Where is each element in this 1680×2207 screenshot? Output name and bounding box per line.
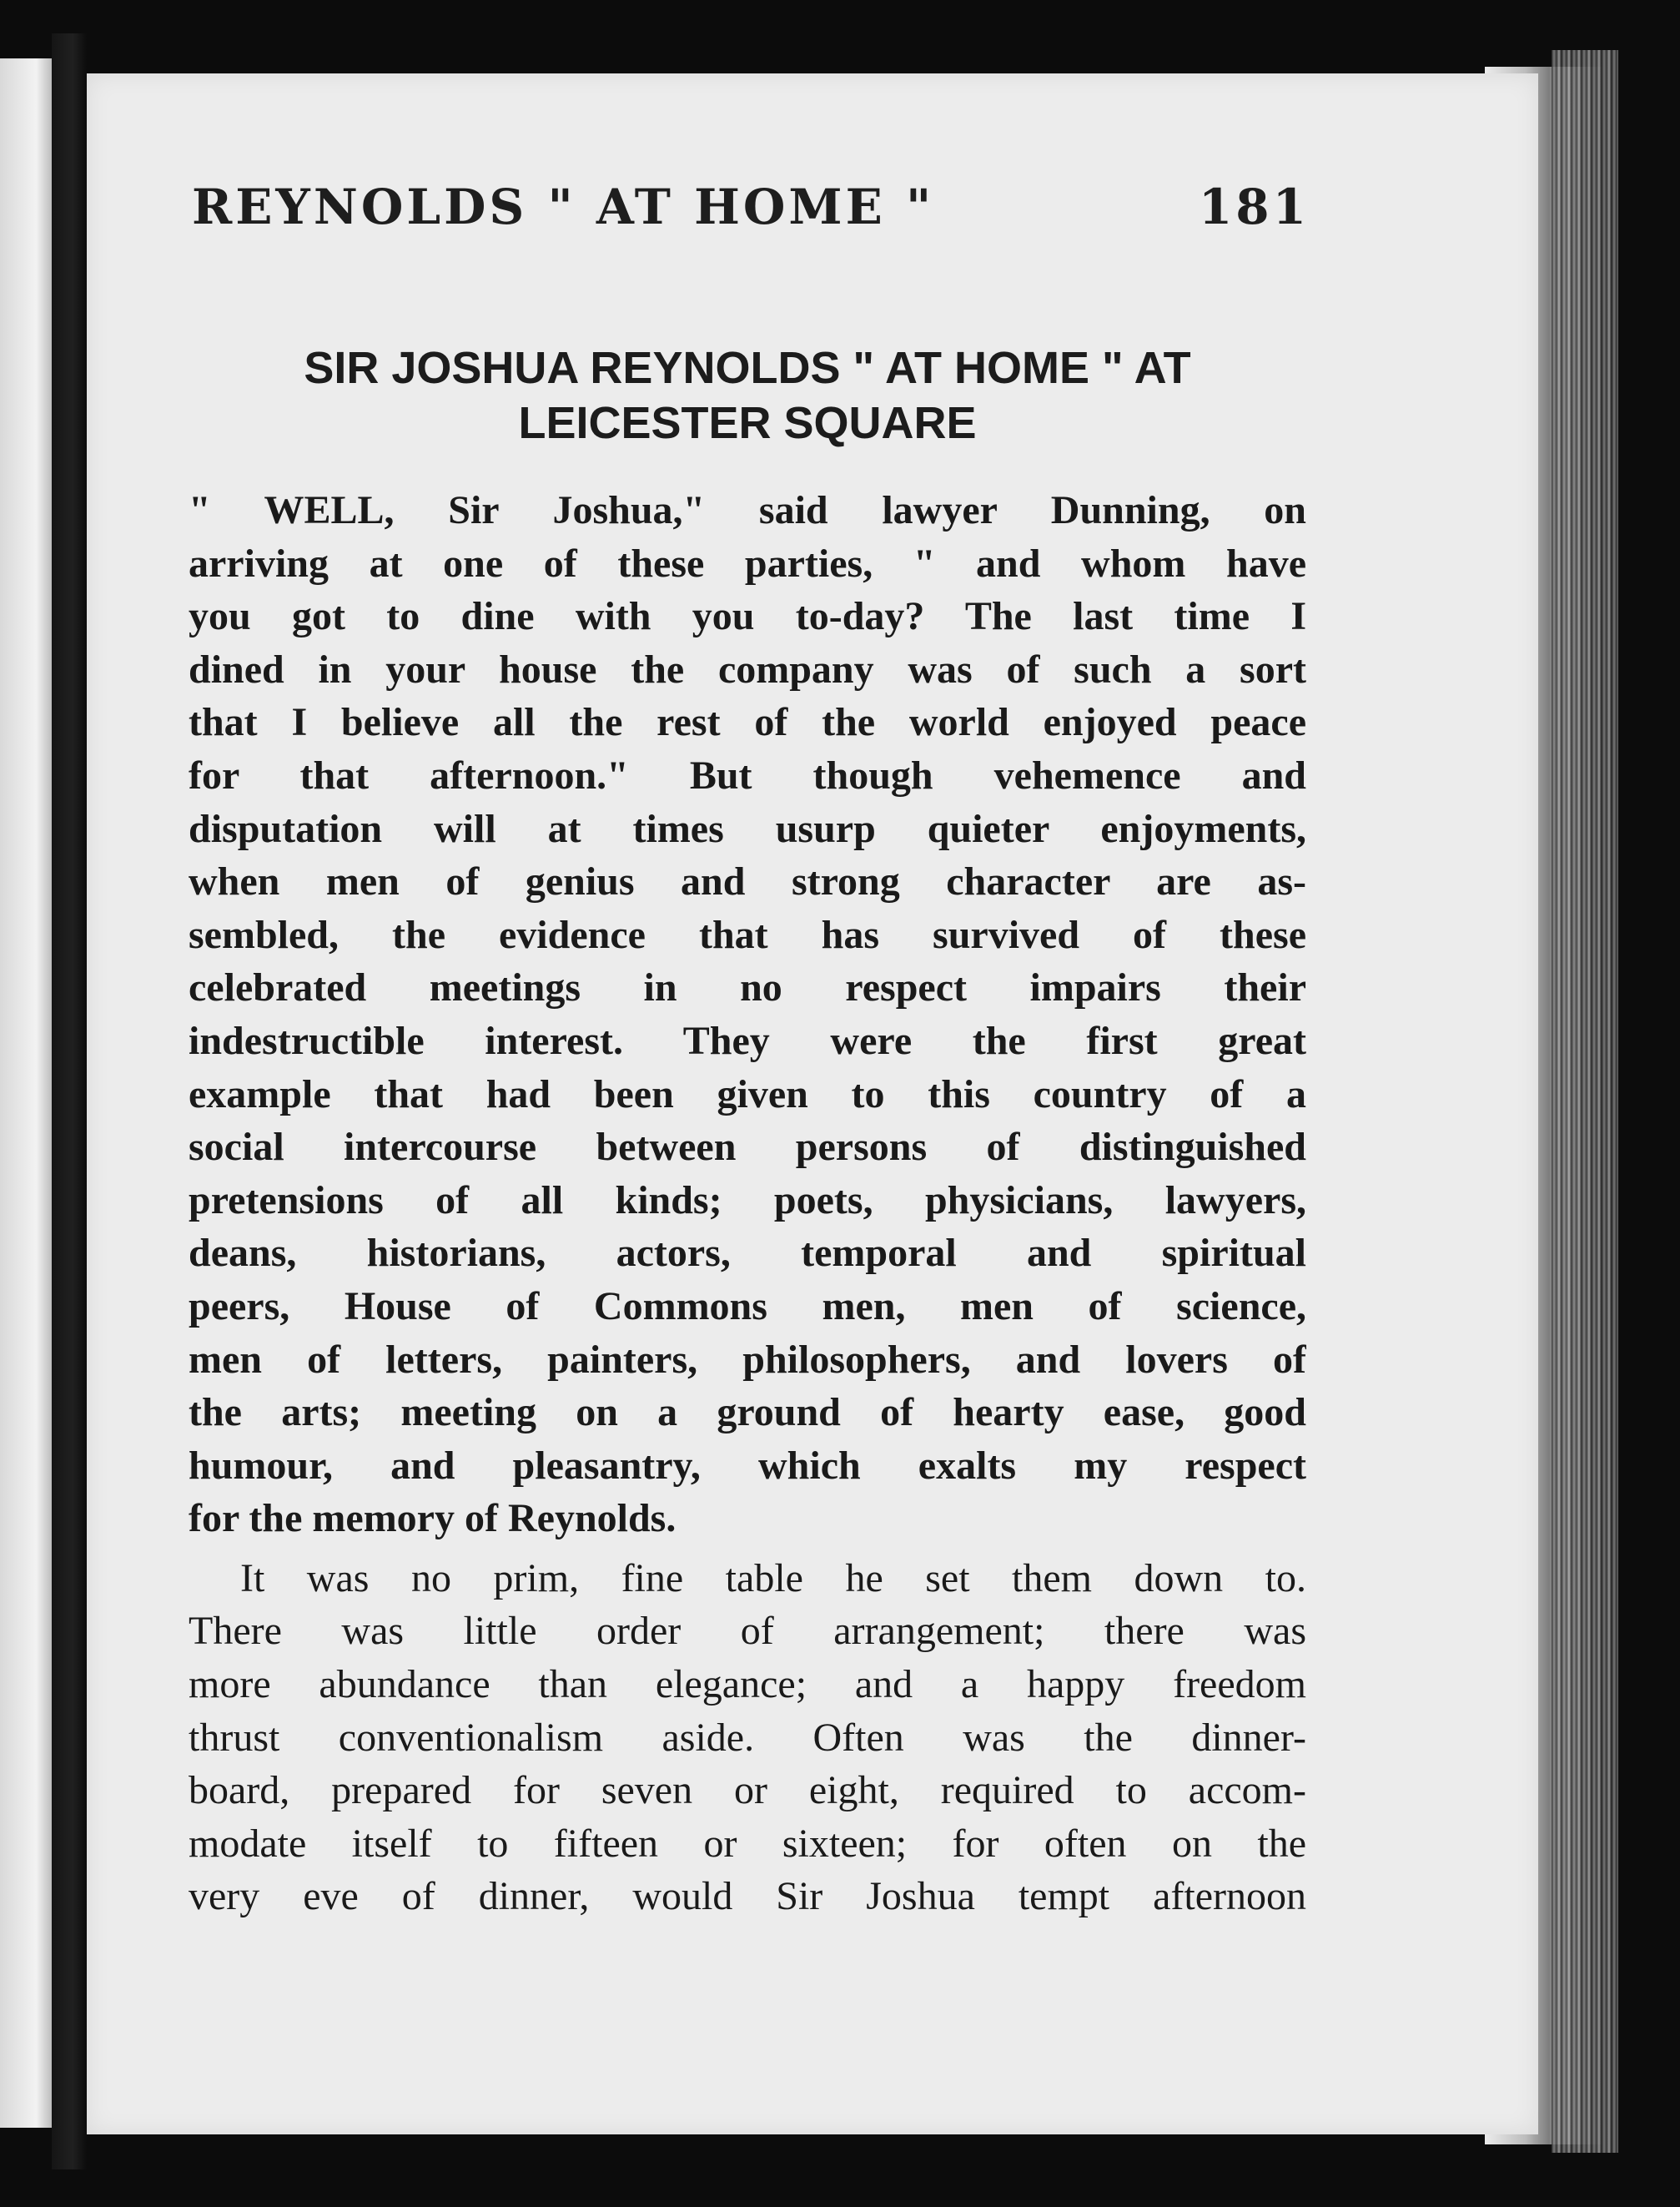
text-line: sembled, the evidence that has survived of these	[189, 912, 1306, 957]
text-line: men of letters, painters, philosophers, and lovers of	[189, 1337, 1306, 1382]
text-line: for that afternoon." But though vehemence and	[189, 753, 1306, 798]
running-head	[192, 179, 1310, 254]
left-page-edge	[0, 58, 52, 2128]
text-line: example that had been given to this country of a	[189, 1071, 1306, 1116]
text-line: you got to dine with you to-day? The last time I	[189, 594, 1306, 639]
page-fore-edge	[1552, 50, 1618, 2153]
text-line: board, prepared for seven or eight, required to accom-	[189, 1768, 1306, 1813]
chapter-title	[189, 340, 1306, 451]
text-line: It was no prim, fine table he set them down to.	[240, 1555, 1306, 1600]
text-line: " WELL, Sir Joshua," said lawyer Dunning, on	[189, 488, 1306, 532]
book-gutter	[52, 33, 87, 2169]
body-text	[189, 484, 1306, 1923]
text-line: deans, historians, actors, temporal and spiritual	[189, 1231, 1306, 1276]
text-line: pretensions of all kinds; poets, physicians, lawyers,	[189, 1177, 1306, 1222]
page-number: 181	[1198, 179, 1310, 235]
paragraph-1	[189, 484, 1306, 1545]
text-line: dined in your house the company was of such a sort	[189, 647, 1306, 692]
text-line: humour, and pleasantry, which exalts my respect	[189, 1443, 1306, 1488]
text-line: more abundance than elegance; and a happy freedom	[189, 1662, 1306, 1707]
text-line: very eve of dinner, would Sir Joshua tempt afternoon	[189, 1874, 1306, 1919]
paragraph-2	[189, 1552, 1306, 1923]
text-line: disputation will at times usurp quieter enjoyments,	[189, 806, 1306, 851]
text-line: arriving at one of these parties, " and whom have	[189, 541, 1306, 586]
text-line: the arts; meeting on a ground of hearty ease, good	[189, 1390, 1306, 1435]
text-line: peers, House of Commons men, men of science,	[189, 1283, 1306, 1328]
text-line: social intercourse between persons of distinguished	[189, 1125, 1306, 1170]
text-line: modate itself to fifteen or sixteen; for often on the	[189, 1821, 1306, 1866]
chapter-title-line: SIR JOSHUA REYNOLDS " AT HOME " AT	[304, 343, 1191, 393]
text-line: There was little order of arrangement; there was	[189, 1609, 1306, 1654]
text-line: that I believe all the rest of the world enjoyed peace	[189, 700, 1306, 745]
text-line: when men of genius and strong character are as-	[189, 859, 1306, 904]
running-head-title: REYNOLDS " AT HOME "	[192, 179, 935, 235]
text-line: celebrated meetings in no respect impairs their	[189, 965, 1306, 1010]
chapter-title-line: LEICESTER SQUARE	[518, 398, 977, 448]
text-line: thrust conventionalism aside. Often was the dinner-	[189, 1715, 1306, 1760]
text-line: indestructible interest. They were the first great	[189, 1018, 1306, 1063]
text-line: for the memory of Reynolds.	[189, 1496, 677, 1541]
